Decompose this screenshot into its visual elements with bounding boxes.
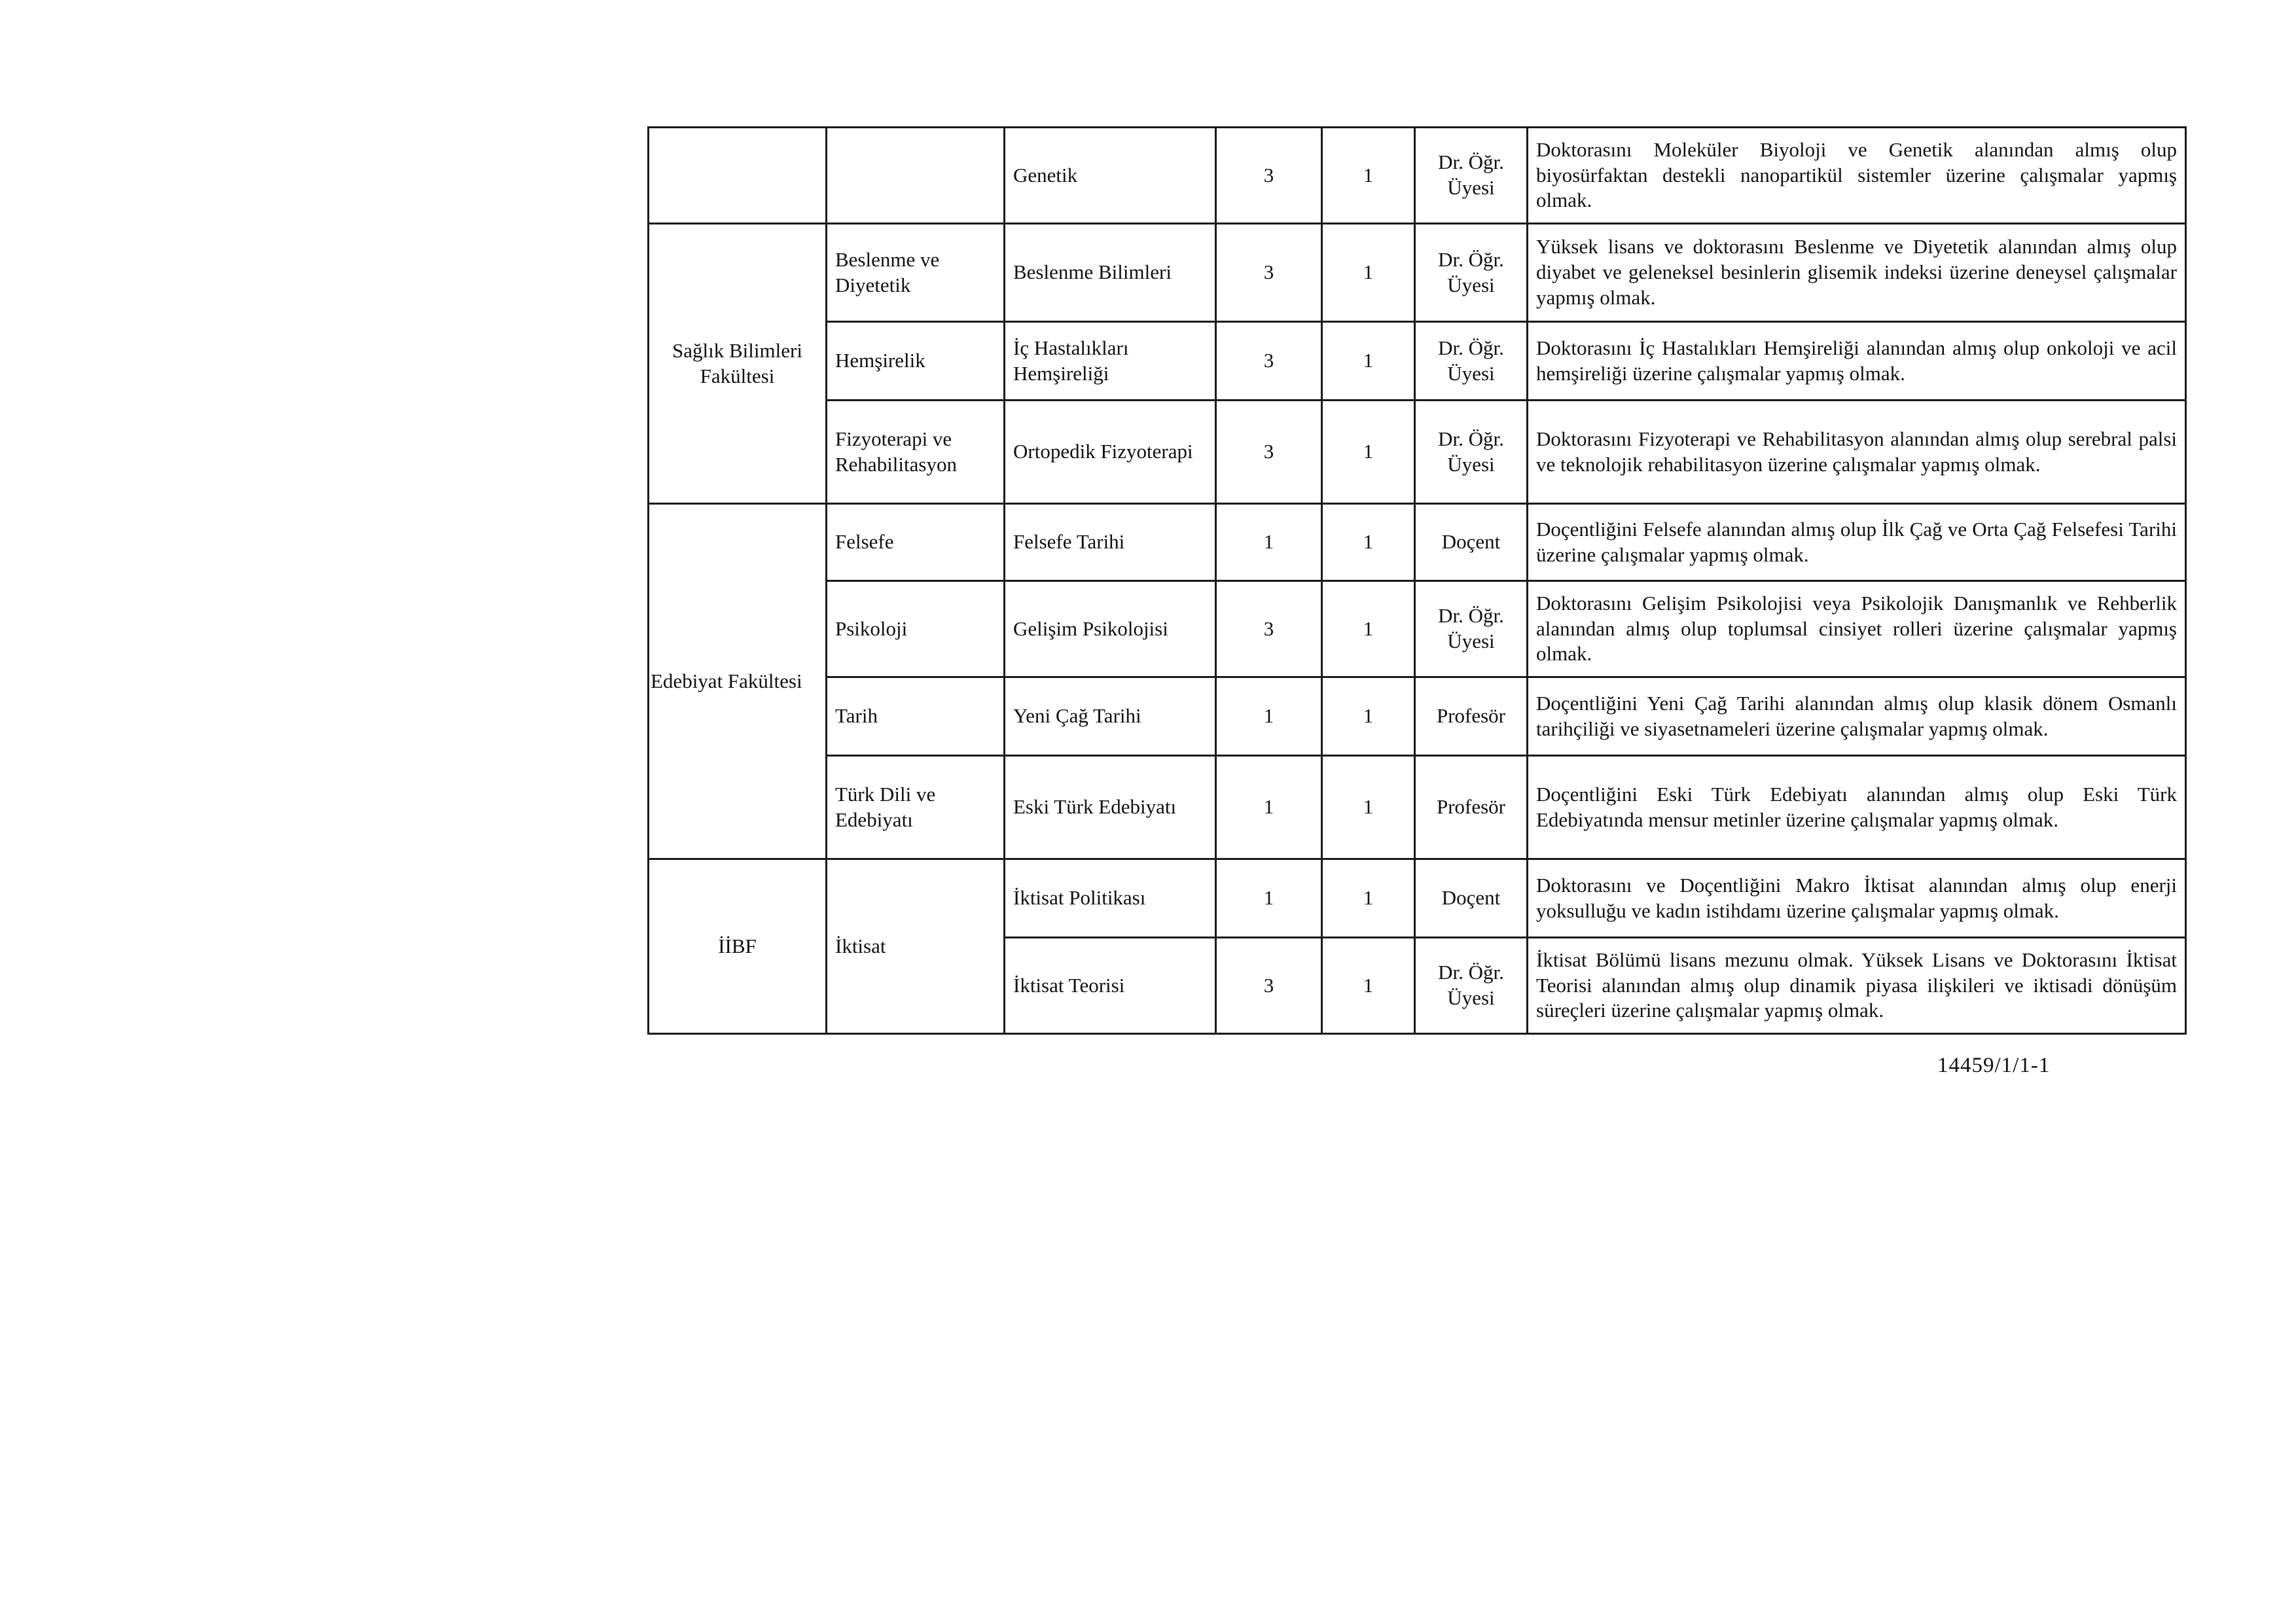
program-cell: Eski Türk Edebiyatı (1005, 756, 1216, 859)
requirement-cell: Doktorasını Fizyoterapi ve Rehabilitasyon alanından almış olup serebral palsi ve teknolojik rehabilitasyon üzerine çalışmalar yapmış olmak. (1528, 401, 2186, 504)
requirement-cell: İktisat Bölümü lisans mezunu olmak. Yüksek Lisans ve Doktorasını İktisat Teorisi alanından almış olup dinamik piyasa ilişkileri ve iktisadi dönüşüm süreçleri üzerine çalışmalar yapmış olmak. (1528, 938, 2186, 1034)
program-cell: Felsefe Tarihi (1005, 504, 1216, 581)
page-number: 14459/1/1-1 (1937, 1054, 2051, 1077)
table-row (649, 581, 2186, 677)
table-row (649, 677, 2186, 756)
program-cell: İktisat Politikası (1005, 859, 1216, 938)
quota-cell: 1 (1322, 677, 1415, 756)
requirement-cell: Doçentliğini Yeni Çağ Tarihi alanından almış olup klasik dönem Osmanlı tarihçiliği ve siyasetnameleri üzerine çalışmalar yapmış olmak. (1528, 677, 2186, 756)
table-row (649, 322, 2186, 401)
program-cell: Genetik (1005, 128, 1216, 224)
department-cell: Türk Dili ve Edebiyatı (827, 756, 1005, 859)
department-cell: Hemşirelik (827, 322, 1005, 401)
table-row (649, 859, 2186, 938)
title-cell: Dr. Öğr. Üyesi (1415, 322, 1528, 401)
title-cell: Doçent (1415, 859, 1528, 938)
requirement-cell: Yüksek lisans ve doktorasını Beslenme ve Diyetetik alanından almış olup diyabet ve geleneksel besinlerin glisemik indeksi üzerine deneysel çalışmalar yapmış olmak. (1528, 224, 2186, 322)
quota-cell: 1 (1322, 581, 1415, 677)
title-cell: Dr. Öğr. Üyesi (1415, 938, 1528, 1034)
requirement-cell: Doçentliğini Eski Türk Edebiyatı alanından almış olup Eski Türk Edebiyatında mensur metinler üzerine çalışmalar yapmış olmak. (1528, 756, 2186, 859)
department-cell: Fizyoterapi ve Rehabilitasyon (827, 401, 1005, 504)
count-cell: 3 (1216, 401, 1322, 504)
requirement-cell: Doçentliğini Felsefe alanından almış olup İlk Çağ ve Orta Çağ Felsefesi Tarihi üzerine çalışmalar yapmış olmak. (1528, 504, 2186, 581)
program-cell: Yeni Çağ Tarihi (1005, 677, 1216, 756)
requirement-cell: Doktorasını Moleküler Biyoloji ve Genetik alanından almış olup biyosürfaktan destekli nanopartikül sistemler üzerine çalışmalar yapmış olmak. (1528, 128, 2186, 224)
faculty-cell: İİBF (649, 859, 827, 1034)
quota-cell: 1 (1322, 504, 1415, 581)
count-cell: 1 (1216, 504, 1322, 581)
requirement-cell: Doktorasını ve Doçentliğini Makro İktisat alanından almış olup enerji yoksulluğu ve kadın istihdamı üzerine çalışmalar yapmış olmak. (1528, 859, 2186, 938)
department-cell: Beslenme ve Diyetetik (827, 224, 1005, 322)
table-row (649, 401, 2186, 504)
quota-cell: 1 (1322, 322, 1415, 401)
quota-cell: 1 (1322, 224, 1415, 322)
count-cell: 1 (1216, 859, 1322, 938)
table-row (649, 224, 2186, 322)
quota-cell: 1 (1322, 938, 1415, 1034)
requirement-cell: Doktorasını Gelişim Psikolojisi veya Psikolojik Danışmanlık ve Rehberlik alanından almış olup toplumsal cinsiyet rolleri üzerine çalışmalar yapmış olmak. (1528, 581, 2186, 677)
count-cell: 1 (1216, 756, 1322, 859)
quota-cell: 1 (1322, 756, 1415, 859)
count-cell: 3 (1216, 224, 1322, 322)
title-cell: Profesör (1415, 677, 1528, 756)
position-table (647, 126, 2187, 1035)
program-cell: Gelişim Psikolojisi (1005, 581, 1216, 677)
count-cell: 1 (1216, 677, 1322, 756)
quota-cell: 1 (1322, 128, 1415, 224)
title-cell: Dr. Öğr. Üyesi (1415, 224, 1528, 322)
requirement-cell: Doktorasını İç Hastalıkları Hemşireliği alanından almış olup onkoloji ve acil hemşireliği üzerine çalışmalar yapmış olmak. (1528, 322, 2186, 401)
title-cell: Profesör (1415, 756, 1528, 859)
title-cell: Doçent (1415, 504, 1528, 581)
table-row (649, 504, 2186, 581)
count-cell: 3 (1216, 581, 1322, 677)
department-cell: İktisat (827, 859, 1005, 1034)
quota-cell: 1 (1322, 401, 1415, 504)
faculty-cell (649, 128, 827, 224)
department-cell: Tarih (827, 677, 1005, 756)
program-cell: Beslenme Bilimleri (1005, 224, 1216, 322)
program-cell: İktisat Teorisi (1005, 938, 1216, 1034)
count-cell: 3 (1216, 322, 1322, 401)
program-cell: Ortopedik Fizyoterapi (1005, 401, 1216, 504)
faculty-cell: Sağlık Bilimleri Fakültesi (649, 224, 827, 504)
table-row (649, 128, 2186, 224)
table-row (649, 756, 2186, 859)
count-cell: 3 (1216, 938, 1322, 1034)
title-cell: Dr. Öğr. Üyesi (1415, 128, 1528, 224)
title-cell: Dr. Öğr. Üyesi (1415, 581, 1528, 677)
count-cell: 3 (1216, 128, 1322, 224)
department-cell (827, 128, 1005, 224)
title-cell: Dr. Öğr. Üyesi (1415, 401, 1528, 504)
department-cell: Felsefe (827, 504, 1005, 581)
quota-cell: 1 (1322, 859, 1415, 938)
faculty-cell: Edebiyat Fakültesi (649, 504, 827, 859)
department-cell: Psikoloji (827, 581, 1005, 677)
program-cell: İç Hastalıkları Hemşireliği (1005, 322, 1216, 401)
